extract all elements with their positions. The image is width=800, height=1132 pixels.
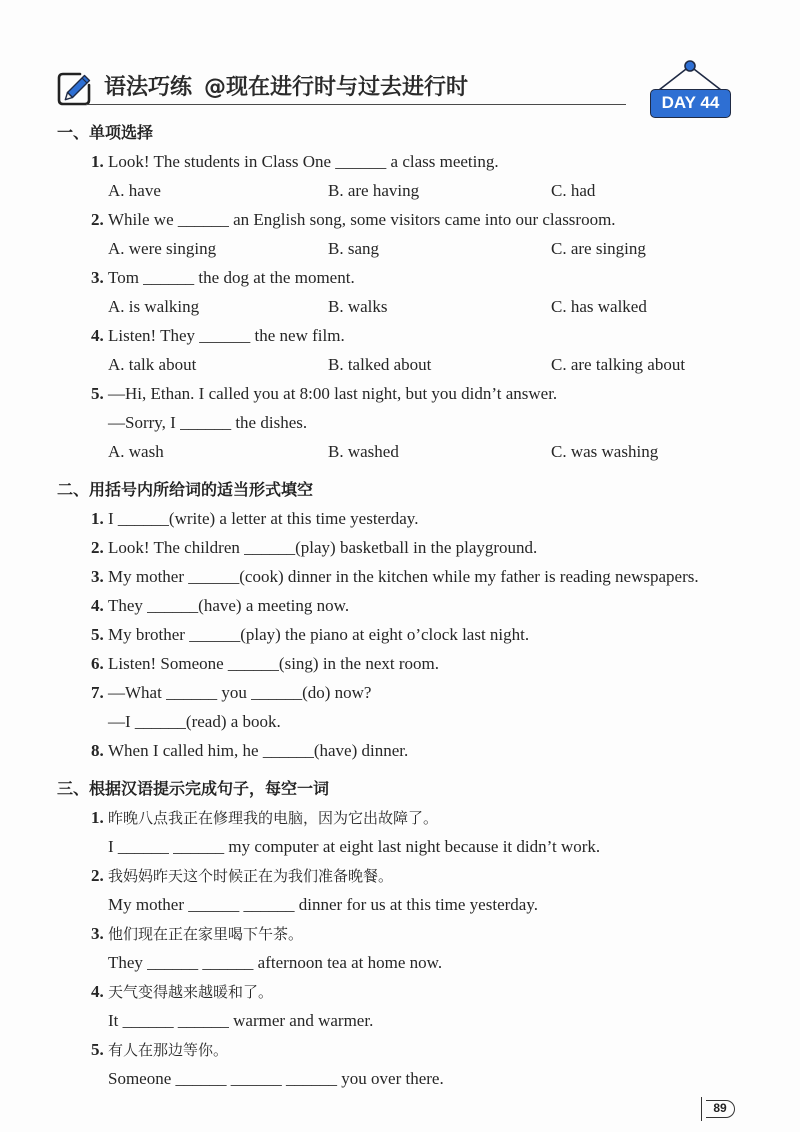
chinese-prompt: 有人在那边等你。: [108, 1041, 229, 1059]
english-sentence: It ______ ______ warmer and warmer.: [108, 1011, 374, 1030]
option-a: A. were singing: [108, 239, 217, 258]
item-number: 3.: [91, 567, 104, 586]
question-text: Listen! They ______ the new film.: [108, 326, 345, 345]
option-b: B. washed: [328, 442, 399, 461]
question-4-options: [0, 350, 800, 379]
fill-item-5: [0, 620, 800, 649]
question-3-options: [0, 292, 800, 321]
question-text: Tom ______ the dog at the moment.: [108, 268, 355, 287]
section-fill-in-verbs: [0, 475, 800, 765]
chinese-prompt: 我妈妈昨天这个时候正在为我们准备晚餐。: [108, 867, 394, 885]
item-text: Look! The children ______(play) basketball in the playground.: [108, 538, 538, 557]
item-number: 5.: [91, 625, 104, 644]
item-number: 5.: [91, 1040, 104, 1059]
english-sentence: My mother ______ ______ dinner for us at this time yesterday.: [108, 895, 538, 914]
english-sentence: Someone ______ ______ ______ you over there.: [108, 1069, 444, 1088]
question-2-options: [0, 234, 800, 263]
question-text: While we ______ an English song, some visitors came into our classroom.: [108, 210, 616, 229]
chinese-prompt: 昨晚八点我正在修理我的电脑，因为它出故障了。: [108, 809, 439, 827]
item-number: 2.: [91, 866, 104, 885]
translation-item-1: [0, 803, 800, 832]
option-b: B. talked about: [328, 355, 432, 374]
translation-item-3: [0, 919, 800, 948]
title-topic: @现在进行时与过去进行时: [204, 75, 469, 100]
question-text: Look! The students in Class One ______ a class meeting.: [108, 152, 499, 171]
item-number: 1.: [91, 509, 104, 528]
item-number: 6.: [91, 654, 104, 673]
option-a: A. talk about: [108, 355, 197, 374]
title-underline: [86, 104, 626, 105]
question-text: —Hi, Ethan. I called you at 8:00 last night, but you didn’t answer.: [108, 384, 558, 403]
fill-item-7-reply: —I ______(read) a book.: [108, 712, 281, 731]
title-main: 语法巧练: [104, 75, 193, 100]
chinese-prompt: 他们现在正在家里喝下午茶。: [108, 925, 304, 943]
item-text: My mother ______(cook) dinner in the kitchen while my father is reading newspapers.: [108, 567, 699, 586]
question-4: [0, 321, 800, 350]
question-2: [0, 205, 800, 234]
question-number: 1.: [91, 152, 104, 171]
question-1-options: [0, 176, 800, 205]
item-number: 4.: [91, 982, 104, 1001]
day-badge: DAY 44: [650, 89, 731, 118]
question-number: 4.: [91, 326, 104, 345]
item-number: 7.: [91, 683, 104, 702]
question-5-options: [0, 437, 800, 466]
option-b: B. walks: [328, 297, 388, 316]
section-translation: [0, 774, 800, 1093]
section-multiple-choice: [0, 118, 800, 466]
question-1: [0, 147, 800, 176]
translation-item-5: [0, 1035, 800, 1064]
fill-item-4: [0, 591, 800, 620]
option-a: A. have: [108, 181, 161, 200]
option-b: B. sang: [328, 239, 379, 258]
worksheet-content: [0, 118, 800, 1093]
item-number: 4.: [91, 596, 104, 615]
item-text: I ______(write) a letter at this time yesterday.: [108, 509, 419, 528]
fill-item-2: [0, 533, 800, 562]
item-text: Listen! Someone ______(sing) in the next room.: [108, 654, 439, 673]
fill-item-3: [0, 562, 800, 591]
section-heading: 一、单项选择: [57, 123, 154, 142]
item-number: 8.: [91, 741, 104, 760]
item-number: 1.: [91, 808, 104, 827]
option-c: C. was washing: [551, 442, 659, 461]
badge-hanger-icon: [645, 56, 735, 92]
question-5-reply: —Sorry, I ______ the dishes.: [108, 413, 308, 432]
question-5: [0, 379, 800, 408]
question-number: 2.: [91, 210, 104, 229]
option-c: C. are singing: [551, 239, 646, 258]
item-number: 2.: [91, 538, 104, 557]
item-text: They ______(have) a meeting now.: [108, 596, 350, 615]
fill-item-8: [0, 736, 800, 765]
fill-item-7: [0, 678, 800, 707]
item-text: —What ______ you ______(do) now?: [108, 683, 372, 702]
pencil-note-icon: [55, 70, 93, 108]
translation-item-2: [0, 861, 800, 890]
option-a: A. wash: [108, 442, 164, 461]
option-a: A. is walking: [108, 297, 200, 316]
chinese-prompt: 天气变得越来越暖和了。: [108, 983, 274, 1001]
option-b: B. are having: [328, 181, 420, 200]
question-number: 5.: [91, 384, 104, 403]
page-number-tab-line: [701, 1097, 702, 1121]
english-sentence: I ______ ______ my computer at eight last night because it didn’t work.: [108, 837, 601, 856]
option-c: C. has walked: [551, 297, 647, 316]
section-heading: 三、根据汉语提示完成句子，每空一词: [57, 779, 330, 798]
item-text: When I called him, he ______(have) dinner.: [108, 741, 409, 760]
question-number: 3.: [91, 268, 104, 287]
question-3: [0, 263, 800, 292]
fill-item-6: [0, 649, 800, 678]
option-c: C. had: [551, 181, 596, 200]
english-sentence: They ______ ______ afternoon tea at home now.: [108, 953, 443, 972]
page-number: 89: [706, 1100, 735, 1118]
translation-item-4: [0, 977, 800, 1006]
page-title: [104, 73, 468, 103]
item-number: 3.: [91, 924, 104, 943]
option-c: C. are talking about: [551, 355, 686, 374]
section-heading: 二、用括号内所给词的适当形式填空: [57, 480, 314, 499]
fill-item-1: [0, 504, 800, 533]
item-text: My brother ______(play) the piano at eight o’clock last night.: [108, 625, 530, 644]
